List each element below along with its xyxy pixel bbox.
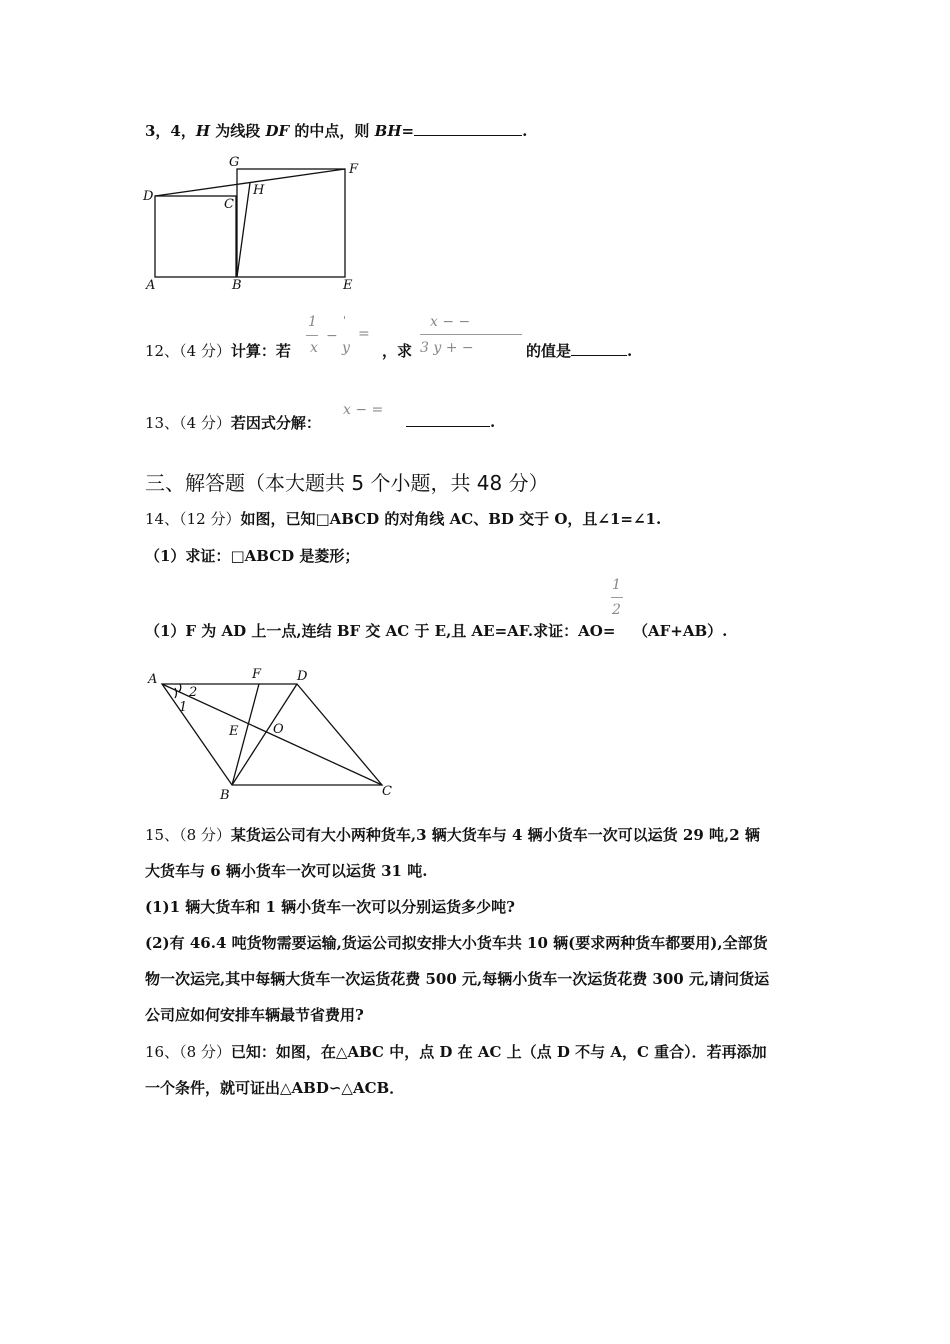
label-b: B (220, 788, 230, 803)
label-c: C (382, 784, 392, 799)
q15-line4: (2)有 46.4 吨货物需要运输,货运公司拟安排大小货车共 10 辆(要求两种货车都要用),全部货 (145, 934, 768, 952)
q13-answer-blank (406, 412, 490, 427)
q12-number: 12、（4 分） (145, 342, 231, 360)
label-f: F (252, 667, 262, 682)
q16-line1 (145, 1041, 767, 1062)
label-a: A (146, 278, 156, 292)
q15-line6: 公司应如何安排车辆最节省费用? (145, 1006, 364, 1024)
q16-text1: 已知：如图，在△ABC 中，点 D 在 AC 上（点 D 不与 A，C 重合）．若再添加 (230, 1043, 767, 1061)
q11-text1: 为线段 (210, 122, 266, 140)
q13-line (145, 412, 321, 433)
q12-expr-bar (420, 334, 522, 335)
label-c: C (224, 197, 234, 212)
q14-part2-b: （AF+AB）. (633, 622, 728, 640)
q14-text: 如图，已知□ABCD 的对角线 AC、BD 交于 O，且∠1=∠1. (240, 510, 662, 528)
q12-frac-den-y: y (342, 340, 350, 356)
q16-number: 16、（8 分） (145, 1043, 231, 1061)
q14-frac-num: 1 (612, 577, 621, 593)
q11-var-df: DF (265, 122, 290, 140)
diagonal-bd (232, 684, 297, 785)
q14-number: 14、（12 分） (145, 510, 241, 528)
q12-expr-den: 3 y + − (420, 340, 474, 356)
label-f: F (349, 162, 359, 177)
q12-line (145, 340, 291, 361)
figure-rhombus (145, 665, 405, 805)
q12-tick: ' (343, 314, 347, 327)
q14-frac-den: 2 (612, 602, 621, 618)
q13-expr: x − = (343, 402, 384, 418)
q12-expr-num: x − − (430, 314, 471, 330)
q12-minus: − (326, 328, 338, 344)
q13-number: 13、（4 分） (145, 414, 231, 432)
q14-line (145, 508, 661, 529)
segment-bh (237, 183, 250, 277)
q12-text3: 的值是 (526, 342, 572, 360)
label-o: O (273, 722, 284, 737)
q14-part1: （1）求证：□ABCD 是菱形； (145, 547, 360, 565)
q11-text2: 的中点，则 (289, 122, 375, 140)
label-e: E (343, 278, 353, 292)
q12-text2: ，求 (382, 342, 413, 360)
q13-answer (406, 412, 495, 431)
segment-df (155, 169, 345, 196)
q11-var-h: H (195, 122, 211, 140)
q11-answer-blank (414, 121, 522, 136)
q12-text1: 计算：若 (230, 342, 291, 360)
q13-end: . (490, 413, 496, 431)
q15-line2: 大货车与 6 辆小货车一次可以运货 31 吨. (145, 862, 428, 880)
label-b: B (232, 278, 242, 292)
q15-number: 15、（8 分） (145, 826, 231, 844)
q13-text: 若因式分解： (230, 414, 321, 432)
q12-frac-den-x: x (310, 340, 318, 356)
label-a: A (148, 672, 158, 687)
q15-line1 (145, 824, 760, 845)
q15-line5: 物一次运完,其中每辆大货车一次运货花费 500 元,每辆小货车一次运货花费 300 元,请问货运 (145, 970, 770, 988)
q12-answer-line (526, 340, 632, 361)
q11-eq: = (401, 122, 415, 140)
label-angle-2: 2 (189, 685, 198, 700)
angle-mark-2 (179, 684, 181, 692)
q16-line2: 一个条件，就可证出△ABD∽△ACB． (145, 1079, 405, 1097)
q14-frac-bar (611, 597, 623, 598)
label-g: G (229, 155, 240, 170)
q12-eq: = (358, 326, 370, 342)
q12-end: . (627, 342, 633, 360)
section-3-heading: 三、解答题（本大题共 5 个小题，共 48 分） (145, 471, 549, 495)
label-angle-1: 1 (179, 700, 188, 715)
q15-text1: 某货运公司有大小两种货车,3 辆大货车与 4 辆小货车一次可以运货 29 吨,2 辆 (230, 826, 760, 844)
q12-frac-1-num: 1 (308, 314, 317, 330)
label-d: D (143, 189, 154, 204)
label-e: E (229, 724, 239, 739)
label-d: D (297, 669, 308, 684)
q11-end: . (522, 122, 528, 140)
angle-mark-1 (175, 688, 177, 698)
q15-line3: (1)1 辆大货车和 1 辆小货车一次可以分别运货多少吨? (145, 898, 515, 916)
q11-prefix: 3，4， (145, 122, 196, 140)
q12-frac-bar (306, 335, 318, 336)
q14-part2-a: （1）F 为 AD 上一点,连结 BF 交 AC 于 E,且 AE=AF.求证：AO= (145, 622, 616, 640)
label-h: H (253, 183, 265, 198)
q12-answer-blank (571, 341, 627, 356)
q11-tail-line (145, 120, 527, 141)
figure-squares (138, 152, 368, 292)
q11-var-bh: BH (374, 122, 402, 140)
